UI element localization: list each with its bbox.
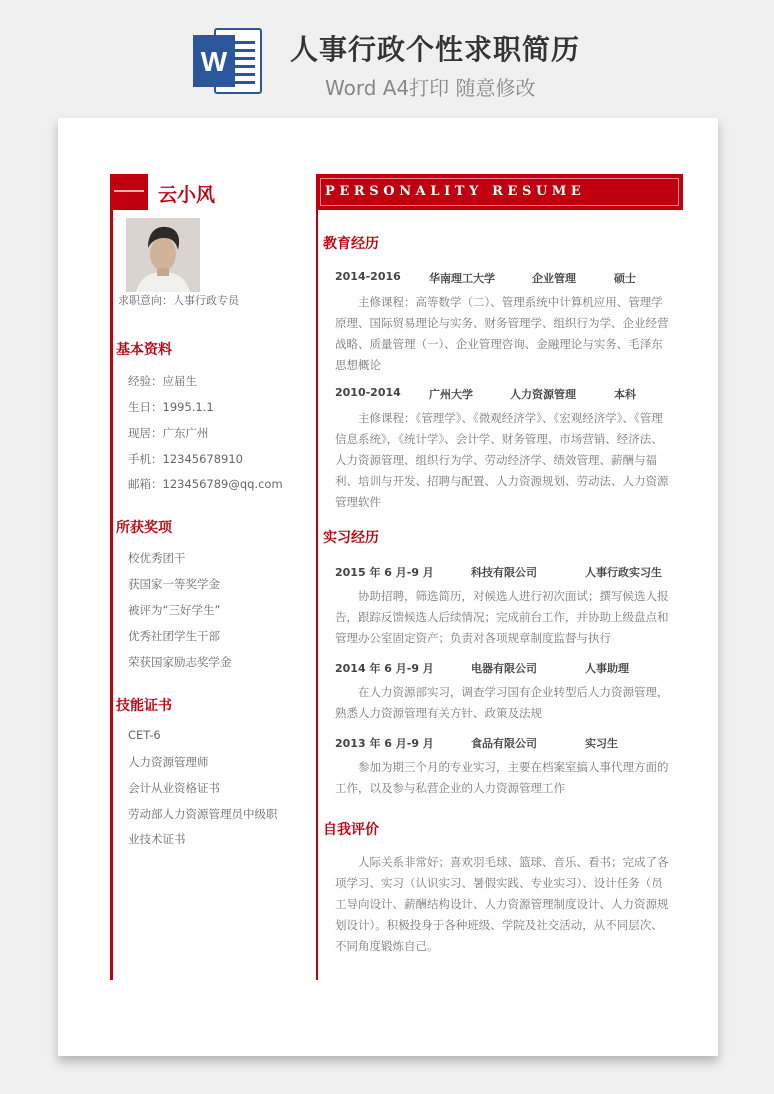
intern-company: 科技有限公司 <box>471 566 537 579</box>
section-title-self: 自我评价 <box>323 822 379 838</box>
award-item: 被评为“三好学生” <box>128 603 221 617</box>
intern-period: 2014 年 6 月-9 月 <box>335 662 434 675</box>
edu-description: 主修课程：高等数学（二）、管理系统中计算机应用、管理学原理、国际贸易理论与实务、财务管理学、组织行为学、企业经营战略、质量管理（一）、企业管理咨询、金融理论与实务、毛泽东思想概论 <box>335 295 669 372</box>
edu-school: 广州大学 <box>429 388 473 401</box>
candidate-name: 云小风 <box>158 184 216 206</box>
edu-school: 华南理工大学 <box>429 272 495 285</box>
self-description: 人际关系非常好；喜欢羽毛球、篮球、音乐、看书；完成了各项学习、实习（认识实习、暑假实践、专业实习）、设计任务（员工导向设计、薪酬结构设计、人力资源管理制度设计、人力资源规划设计）。积极投身于各种班级、学院及社交活动，从不同层次、不同角度锻炼自己。 <box>335 855 669 953</box>
section-title-skills: 技能证书 <box>116 698 172 714</box>
intern-role: 实习生 <box>585 737 618 750</box>
award-item: 优秀社团学生干部 <box>128 629 220 643</box>
intern-description: 在人力资源部实习，调查学习国有企业转型后人力资源管理，熟悉人力资源管理有关方针、政策及法规 <box>335 685 669 720</box>
intern-period: 2015 年 6 月-9 月 <box>335 566 434 579</box>
job-intent: 求职意向：人事行政专员 <box>118 294 239 307</box>
intern-company: 食品有限公司 <box>471 737 537 750</box>
intern-description: 参加为期三个月的专业实习，主要在档案室搞人事代理方面的工作，以及参与私营企业的人力资源管理工作 <box>335 760 669 795</box>
right-divider-line <box>316 174 318 980</box>
section-title-basic: 基本资料 <box>116 342 172 358</box>
internship-row <box>335 564 675 580</box>
education-row <box>335 386 675 402</box>
basic-item-experience: 经验：应届生 <box>128 374 197 388</box>
avatar <box>126 218 200 292</box>
award-item: 荣获国家励志奖学金 <box>128 655 232 669</box>
skill-item: 会计从业资格证书 <box>128 781 220 795</box>
edu-period: 2014-2016 <box>335 270 401 283</box>
internship-row <box>335 735 675 751</box>
basic-item-birthday: 生日：1995.1.1 <box>128 400 214 414</box>
internship-row <box>335 660 675 676</box>
basic-item-phone: 手机：12345678910 <box>128 452 243 466</box>
intern-period: 2013 年 6 月-9 月 <box>335 737 434 750</box>
edu-degree: 硕士 <box>614 272 636 285</box>
award-item: 校优秀团干 <box>128 551 186 565</box>
edu-period: 2010-2014 <box>335 386 401 399</box>
skill-item: CET-6 <box>128 728 161 742</box>
name-accent-block <box>110 174 148 210</box>
word-icon <box>193 25 265 97</box>
section-title-internship: 实习经历 <box>323 530 379 546</box>
edu-description: 主修课程：《管理学》、《微观经济学》、《宏观经济学》、《管理信息系统》，《统计学》、会计学、财务管理、市场营销、经济法、人力资源管理、组织行为学、劳动经济学、绩效管理、薪酬与福利、培训与开发、招聘与配置、人力资源规划、劳动法、人力资源管理软件 <box>335 411 669 509</box>
left-divider-line <box>110 174 113 980</box>
intern-role: 人事行政实习生 <box>585 566 662 579</box>
edu-major: 人力资源管理 <box>510 388 576 401</box>
intern-description: 协助招聘，筛选简历，对候选人进行初次面试；撰写候选人报告，跟踪反馈候选人后续情况；完成前台工作，并协助上级盘点和管理办公室固定资产；负责对各项规章制度监督与执行 <box>335 589 669 645</box>
intern-company: 电器有限公司 <box>471 662 537 675</box>
edu-major: 企业管理 <box>532 272 576 285</box>
section-title-education: 教育经历 <box>323 236 379 252</box>
basic-item-location: 现居：广东广州 <box>128 426 209 440</box>
svg-text:W: W <box>200 46 228 77</box>
resume-banner <box>316 174 683 210</box>
banner-text: PERSONALITY RESUME <box>325 184 586 199</box>
page-title: 人事行政个性求职简历 <box>290 33 581 66</box>
section-title-awards: 所获奖项 <box>116 520 172 536</box>
skill-item: 劳动部人力资源管理员中级职 <box>128 807 278 821</box>
resume-paper <box>58 118 718 1056</box>
education-row <box>335 270 675 286</box>
basic-item-email: 邮箱：123456789@qq.com <box>128 477 283 491</box>
skill-item: 业技术证书 <box>128 832 186 846</box>
award-item: 获国家一等奖学金 <box>128 577 220 591</box>
page-header <box>0 0 774 118</box>
edu-degree: 本科 <box>614 388 636 401</box>
page-subtitle: Word A4打印 随意修改 <box>325 76 536 100</box>
skill-item: 人力资源管理师 <box>128 755 209 769</box>
intern-role: 人事助理 <box>585 662 629 675</box>
